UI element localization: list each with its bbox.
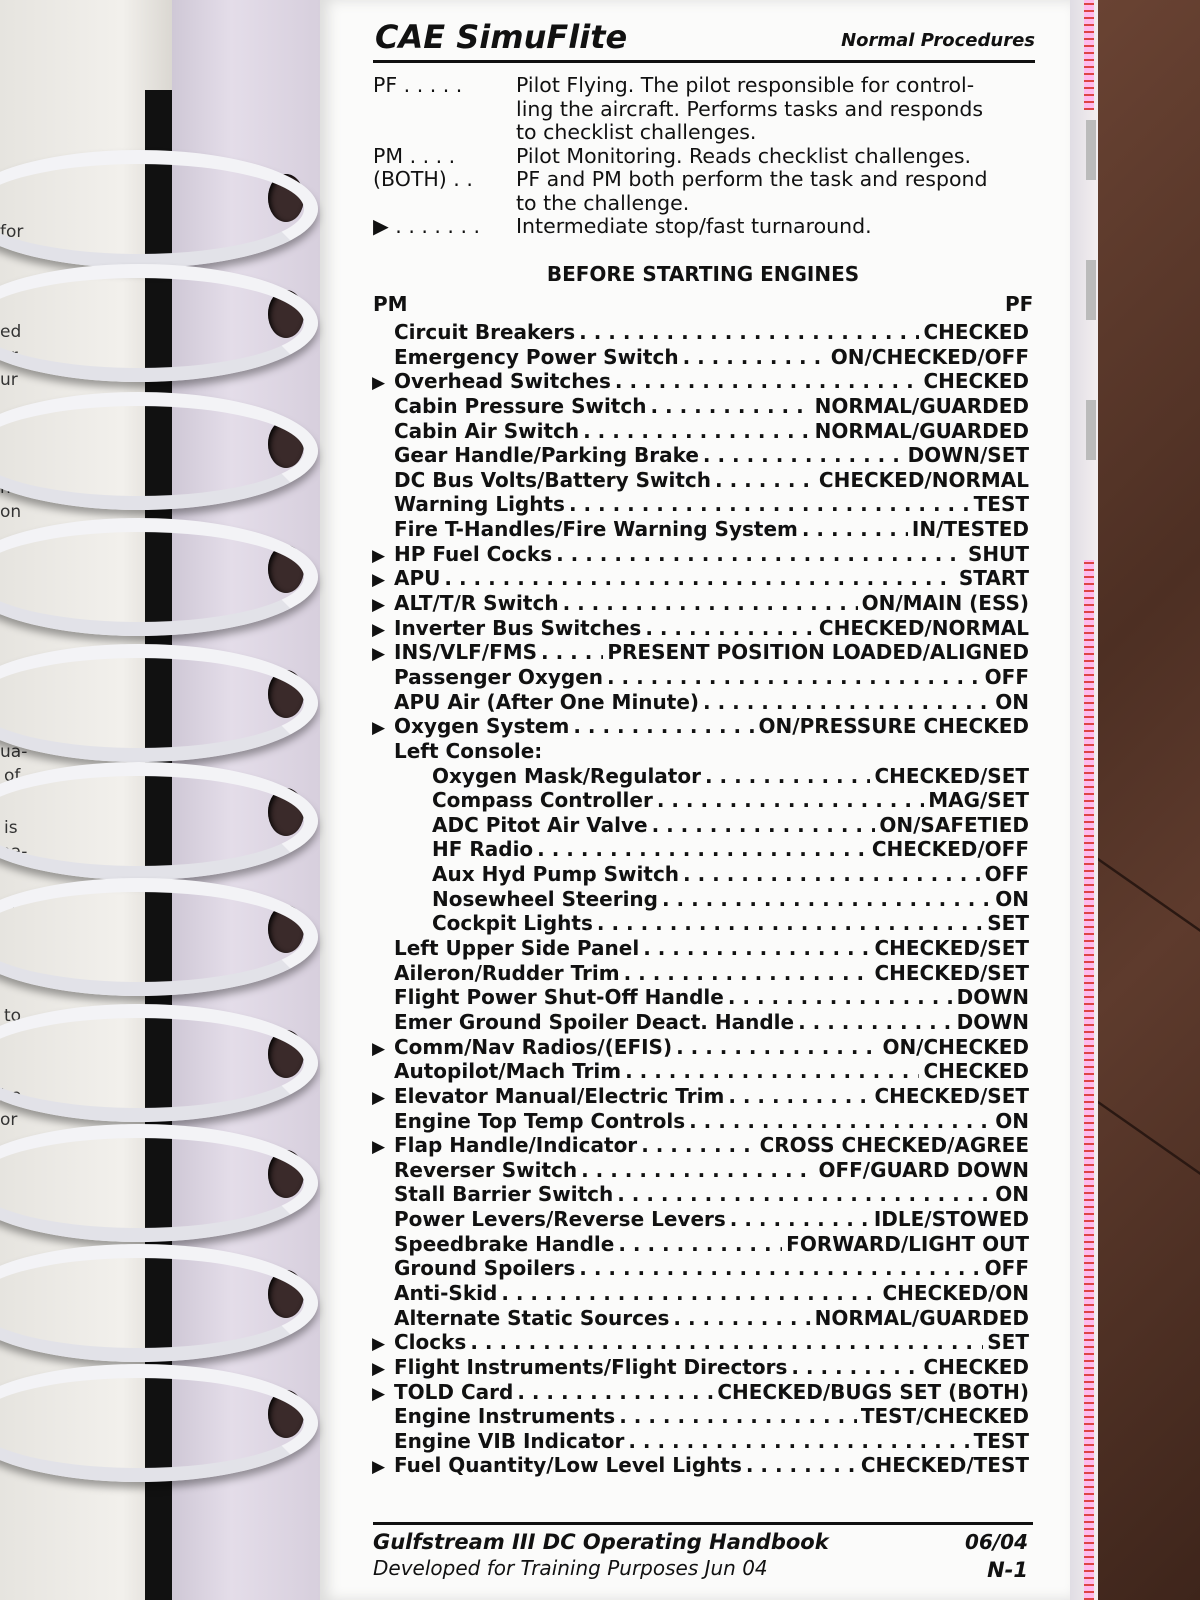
right-triangle-icon: ▶	[372, 1358, 386, 1379]
checklist-item: Nosewheel Steering	[432, 886, 658, 911]
checklist-response: IN/TESTED	[911, 517, 1029, 542]
checklist-row	[372, 961, 1029, 986]
right-triangle-icon: ▶	[372, 718, 386, 739]
checklist-item: TOLD Card	[394, 1379, 514, 1404]
right-triangle-icon: ▶	[372, 619, 386, 640]
abbreviation-key	[373, 192, 516, 216]
checklist-response: NORMAL/GUARDED	[814, 418, 1029, 443]
left-page-fragment: of	[4, 766, 21, 786]
leader-dots	[617, 1182, 991, 1207]
right-triangle-icon: ▶	[372, 570, 386, 591]
checklist-response: ON/PRESSURE CHECKED	[758, 714, 1029, 739]
checklist-item: Gear Handle/Parking Brake	[394, 443, 699, 468]
checklist-item: Stall Barrier Switch	[394, 1182, 614, 1207]
checklist-row	[372, 862, 1029, 887]
abbreviation-key: PM . . . .	[373, 143, 456, 168]
index-tab	[1086, 400, 1096, 460]
leader-dots	[618, 1232, 782, 1257]
leader-dots	[650, 394, 810, 419]
checklist-response: CHECKED/SET	[874, 936, 1029, 961]
abbreviation-definition: Pilot Flying. The pilot responsible for control-	[516, 73, 975, 97]
checklist-item: Reverser Switch	[394, 1157, 578, 1182]
checklist-row	[372, 1306, 1029, 1331]
checklist-row	[372, 887, 1029, 912]
checklist-response: SET	[987, 911, 1029, 936]
checklist-row	[372, 739, 1029, 764]
checklist-response: ON	[995, 1182, 1029, 1207]
checklist-row	[372, 1429, 1029, 1454]
checklist-item: Oxygen Mask/Regulator	[432, 763, 701, 788]
checklist-item: Ground Spoilers	[394, 1256, 576, 1281]
checklist-item: DC Bus Volts/Battery Switch	[394, 467, 712, 492]
right-triangle-icon: ▶	[372, 1383, 386, 1404]
right-triangle-icon: ▶	[372, 1087, 386, 1108]
leader-dots	[703, 690, 991, 715]
checklist-item: Cabin Air Switch	[394, 418, 580, 443]
checklist-item: APU	[394, 566, 441, 591]
checklist-response: CHECKED/ON	[882, 1280, 1029, 1305]
checklist-row	[372, 764, 1029, 789]
leader-dots	[746, 1453, 857, 1478]
left-page-fragment: ur	[0, 370, 18, 390]
checklist-item: Emergency Power Switch	[394, 344, 679, 369]
revision-date: 06/04	[965, 1530, 1028, 1554]
page-number: N-1	[987, 1558, 1028, 1582]
checklist-row	[372, 1330, 1029, 1355]
checklist-row	[372, 566, 1029, 591]
checklist-item: HF Radio	[432, 837, 534, 862]
checklist-response: MAG/SET	[928, 788, 1029, 813]
handbook-subtitle: Developed for Training Purposes Jun 04	[373, 1556, 768, 1580]
left-page-fragment: er-	[0, 893, 23, 913]
abbreviation-key: (BOTH) . .	[373, 167, 473, 191]
leader-dots	[683, 862, 981, 887]
role-left: PM	[373, 292, 408, 316]
right-triangle-icon: ▶	[372, 595, 386, 616]
checklist-item: Autopilot/Mach Trim	[394, 1059, 622, 1084]
checklist-item: Cockpit Lights	[432, 911, 593, 936]
leader-dots	[573, 714, 754, 739]
leader-dots	[597, 911, 983, 936]
leader-dots	[715, 468, 815, 493]
checklist-response: SET	[987, 1330, 1029, 1355]
checklist-response: ON	[995, 886, 1029, 911]
abbreviation-definition: to checklist challenges.	[516, 120, 757, 144]
checklist-row	[372, 1010, 1029, 1035]
checklist-row	[372, 517, 1029, 542]
leader-dots	[569, 492, 970, 517]
abbreviation-definition: ling the aircraft. Performs tasks and responds	[516, 96, 984, 121]
abbreviation-row	[373, 121, 1033, 145]
abbreviation-legend	[373, 74, 1033, 239]
abbreviation-row	[373, 145, 1033, 169]
abbreviation-key: ▶ . . . . . . .	[373, 214, 480, 238]
checklist-item: Overhead Switches	[394, 369, 611, 394]
checklist-response: DOWN/SET	[907, 443, 1029, 468]
checklist-response: CHECKED	[923, 1354, 1029, 1379]
checklist-row	[372, 788, 1029, 813]
checklist-row	[372, 1232, 1029, 1257]
left-page-fragment: ur	[0, 346, 18, 366]
leader-dots	[501, 1281, 878, 1306]
checklist-response: TEST/CHECKED	[860, 1404, 1029, 1429]
left-page-fragment: ns	[0, 478, 20, 498]
checklist-item: Clocks	[394, 1330, 467, 1355]
checklist-row	[372, 813, 1029, 838]
checklist-row	[372, 1355, 1029, 1380]
checklist-item: ADC Pitot Air Valve	[432, 812, 648, 837]
checklist-item: Inverter Bus Switches	[394, 615, 642, 640]
left-page-fragment: ed	[0, 322, 22, 342]
abbreviation-definition: Intermediate stop/fast turnaround.	[516, 214, 872, 238]
right-triangle-icon: ▶	[372, 1137, 386, 1158]
checklist-item: Passenger Oxygen	[394, 664, 603, 689]
checklist-item: Left Upper Side Panel	[394, 936, 640, 961]
leader-dots	[541, 640, 603, 665]
abbreviation-row	[373, 168, 1033, 192]
left-page-fragment: na-	[0, 842, 28, 862]
checklist-row	[372, 714, 1029, 739]
checklist-item: Engine Top Temp Controls	[394, 1108, 686, 1133]
leader-dots	[643, 936, 870, 961]
checklist-row	[372, 419, 1029, 444]
publisher-title: CAE SimuFlite	[375, 18, 628, 56]
leader-dots	[619, 1404, 857, 1429]
checklist-row	[372, 837, 1029, 862]
checklist-response: OFF	[984, 664, 1029, 689]
abbreviation-row	[373, 215, 1033, 239]
checklist-row	[372, 443, 1029, 468]
checklist-row	[372, 616, 1029, 641]
checklist-row	[372, 1059, 1029, 1084]
abbreviation-row	[373, 98, 1033, 122]
right-triangle-icon: ▶	[372, 1334, 386, 1355]
right-triangle-icon: ▶	[372, 545, 386, 566]
checklist-response: OFF	[984, 862, 1029, 887]
leader-dots	[628, 1429, 969, 1454]
header-rule	[373, 60, 1035, 63]
abbreviation-key: PF . . . . .	[373, 73, 463, 97]
leader-dots	[645, 616, 815, 641]
checklist-response: ON/SAFETIED	[879, 812, 1029, 837]
checklist-item: Circuit Breakers	[394, 320, 576, 344]
checklist-response: TEST	[973, 1428, 1029, 1453]
leader-dots	[730, 1207, 870, 1232]
leader-dots	[705, 764, 871, 789]
abbreviation-key	[373, 121, 516, 145]
checklist-response: CHECKED	[923, 369, 1029, 394]
checklist-response: OFF	[984, 1256, 1029, 1281]
leader-dots	[703, 443, 904, 468]
checklist-row	[372, 542, 1029, 567]
leader-dots	[652, 813, 876, 838]
checklist-response: CHECKED/NORMAL	[818, 615, 1029, 640]
checklist-row	[372, 394, 1029, 419]
checklist-item: Alternate Static Sources	[394, 1305, 670, 1330]
checklist-row	[372, 985, 1029, 1010]
abbreviation-definition: Pilot Monitoring. Reads checklist challenges.	[516, 143, 972, 168]
leader-dots	[689, 1109, 991, 1134]
checklist-response: ON	[995, 1108, 1029, 1133]
checklist-row	[372, 911, 1029, 936]
checklist-response: OFF/GUARD DOWN	[818, 1157, 1029, 1182]
abbreviation-row	[373, 74, 1033, 98]
leader-dots	[470, 1330, 983, 1355]
checklist-response: CHECKED/OFF	[871, 837, 1029, 862]
checklist-response: START	[958, 566, 1029, 591]
checklist-row	[372, 468, 1029, 493]
checklist-row	[372, 1207, 1029, 1232]
checklist-item: APU Air (After One Minute)	[394, 689, 700, 714]
checklist-response: DOWN	[956, 985, 1029, 1010]
checklist-row	[372, 665, 1029, 690]
leader-dots	[581, 1158, 814, 1183]
checklist-item: Fire T-Handles/Fire Warning System	[394, 517, 798, 542]
leader-dots	[444, 566, 954, 591]
left-page-fragment: for	[0, 222, 24, 242]
abbreviation-row	[373, 192, 1033, 216]
checklist-response: CHECKED	[923, 1059, 1029, 1084]
leader-dots	[537, 837, 868, 862]
checklist-row	[372, 1084, 1029, 1109]
leader-dots	[563, 591, 858, 616]
checklist-row	[372, 1109, 1029, 1134]
checklist-response: CHECKED/TEST	[860, 1453, 1029, 1478]
leader-dots	[625, 1059, 919, 1084]
handbook-title: Gulfstream III DC Operating Handbook	[373, 1530, 829, 1554]
right-triangle-icon: ▶	[372, 1457, 386, 1478]
leader-dots	[791, 1355, 919, 1380]
checklist-response: CHECKED/SET	[874, 763, 1029, 788]
checklist-item: Aileron/Rudder Trim	[394, 960, 620, 985]
leader-dots	[662, 887, 991, 912]
left-page-fragment: ua-	[0, 742, 28, 762]
left-page-fragment: on	[0, 502, 22, 522]
checklist-row	[372, 1133, 1029, 1158]
checklist-row	[372, 1158, 1029, 1183]
right-triangle-icon: ▶	[372, 1038, 386, 1059]
checklist-item: Engine Instruments	[394, 1404, 616, 1429]
checklist-response: ON	[995, 689, 1029, 714]
leader-dots	[728, 1084, 870, 1109]
checklist-response: CHECKED	[923, 320, 1029, 344]
leader-dots	[579, 1256, 980, 1281]
abbreviation-key	[373, 98, 516, 122]
checklist-item: Compass Controller	[432, 788, 653, 813]
index-tab	[1084, 560, 1094, 1600]
checklist-response: ON/CHECKED/OFF	[830, 344, 1029, 369]
leader-dots	[641, 1133, 755, 1158]
checklist-response: NORMAL/GUARDED	[814, 393, 1029, 418]
checklist-row	[372, 591, 1029, 616]
index-tab	[1084, 0, 1094, 110]
leader-dots	[798, 1010, 953, 1035]
checklist-response: CHECKED/NORMAL	[818, 467, 1029, 492]
checklist-row	[372, 1404, 1029, 1429]
checklist-item: Emer Ground Spoiler Deact. Handle	[394, 1009, 795, 1034]
leader-dots	[657, 788, 924, 813]
checklist-item: Speedbrake Handle	[394, 1231, 615, 1256]
right-triangle-icon: ▶	[372, 373, 386, 394]
leader-dots	[579, 320, 919, 345]
checklist-item: Flight Instruments/Flight Directors	[394, 1354, 788, 1379]
checklist-response: CHECKED/BUGS SET (BOTH)	[717, 1379, 1029, 1404]
checklist-item: Fuel Quantity/Low Level Lights	[394, 1453, 742, 1478]
checklist-response: CHECKED/SET	[874, 960, 1029, 985]
checklist-response: DOWN	[956, 1009, 1029, 1034]
left-page-fragment: or	[0, 1110, 18, 1130]
checklist-response: ON/MAIN (ESS)	[861, 591, 1029, 616]
checklist-response: NORMAL/GUARDED	[814, 1305, 1029, 1330]
index-tab	[1086, 260, 1096, 320]
checklist-item: Flap Handle/Indicator	[394, 1133, 638, 1158]
checklist-row	[372, 1281, 1029, 1306]
index-tab	[1086, 120, 1096, 180]
checklist-item: INS/VLF/FMS	[394, 640, 538, 665]
right-triangle-icon: ▶	[372, 644, 386, 665]
checklist-row	[372, 1256, 1029, 1281]
checklist-response: PRESENT POSITION LOADED/ALIGNED	[607, 640, 1029, 665]
checklist-item: Aux Hyd Pump Switch	[432, 862, 680, 887]
leader-dots	[607, 665, 981, 690]
leader-dots	[802, 517, 908, 542]
footer-rule	[373, 1522, 1033, 1525]
checklist-row	[372, 492, 1029, 517]
checklist-row	[372, 369, 1029, 394]
left-page-fragment: to	[4, 1006, 22, 1026]
checklist-item: Flight Power Shut-Off Handle	[394, 985, 724, 1010]
left-page-fragment: is	[4, 818, 18, 838]
leader-dots	[615, 369, 920, 394]
checklist-item: Oxygen System	[394, 714, 570, 739]
checklist-item: ALT/T/R Switch	[394, 591, 559, 616]
checklist-item: Left Console:	[394, 738, 543, 763]
leader-dots	[556, 542, 964, 567]
checklist-response: ON/CHECKED	[882, 1034, 1029, 1059]
left-page-fragment: be	[0, 1086, 22, 1106]
checklist-item: Cabin Pressure Switch	[394, 393, 647, 418]
checklist-item: HP Fuel Cocks	[394, 541, 553, 566]
checklist-item: Engine VIB Indicator	[394, 1428, 625, 1453]
abbreviation-definition: to the challenge.	[516, 190, 690, 215]
checklist-row	[372, 1453, 1029, 1478]
leader-dots	[676, 1035, 878, 1060]
checklist-response: IDLE/STOWED	[873, 1207, 1029, 1232]
checklist-item: Anti-Skid	[394, 1280, 498, 1305]
checklist-row	[372, 1182, 1029, 1207]
checklist-response: FORWARD/LIGHT OUT	[786, 1231, 1029, 1256]
checklist-row	[372, 690, 1029, 715]
checklist-item: Warning Lights	[394, 492, 565, 517]
checklist-response: SHUT	[967, 541, 1029, 566]
checklist-item: Power Levers/Reverse Levers	[394, 1207, 726, 1232]
checklist-response: CROSS CHECKED/AGREE	[759, 1133, 1029, 1158]
checklist-response: TEST	[973, 492, 1029, 517]
leader-dots	[728, 985, 953, 1010]
abbreviation-definition: PF and PM both perform the task and respond	[516, 167, 988, 191]
checklist	[372, 320, 1029, 1478]
checklist-row	[372, 320, 1029, 345]
checklist-row	[372, 1380, 1029, 1405]
checklist-title: BEFORE STARTING ENGINES	[546, 262, 860, 286]
checklist-row	[372, 1035, 1029, 1060]
role-right: PF	[1005, 292, 1034, 316]
checklist-row	[372, 345, 1029, 370]
checklist-item: Comm/Nav Radios/(EFIS)	[394, 1034, 673, 1059]
leader-dots	[683, 345, 827, 370]
checklist-row	[372, 936, 1029, 961]
checklist-response: CHECKED/SET	[874, 1083, 1029, 1108]
checklist-item: Elevator Manual/Electric Trim	[394, 1083, 725, 1108]
checklist-row	[372, 640, 1029, 665]
section-name: Normal Procedures	[841, 30, 1035, 51]
leader-dots	[517, 1380, 713, 1405]
leader-dots	[673, 1306, 810, 1331]
leader-dots	[583, 419, 811, 444]
leader-dots	[624, 961, 871, 986]
